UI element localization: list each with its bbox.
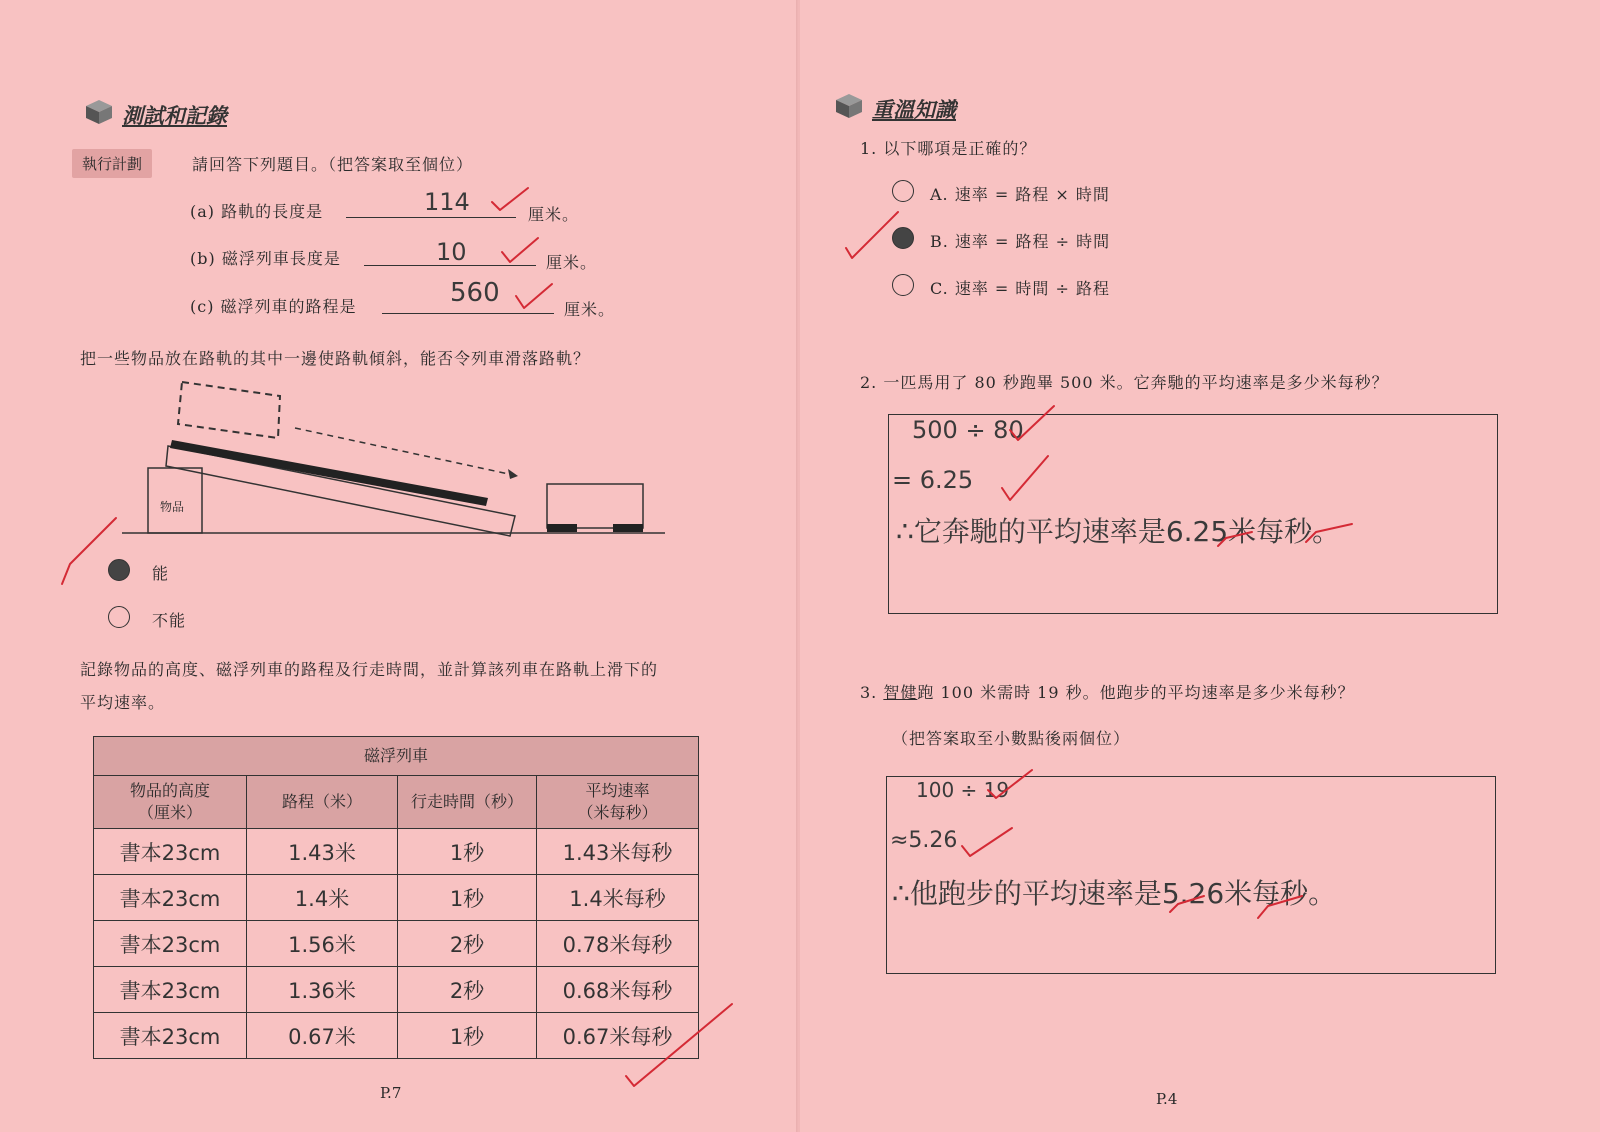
table-caption: 磁浮列車	[94, 737, 699, 776]
instruction-text: 請回答下列題目。（把答案取至個位）	[192, 155, 474, 174]
table-cell: 1.43米每秒	[537, 829, 699, 875]
table-cell: 1.36米	[247, 967, 398, 1013]
table-cell: 1.43米	[247, 829, 398, 875]
page-number-left: P.7	[380, 1084, 402, 1102]
q2-ticks	[1000, 404, 1460, 554]
fill-item-a-unit: 厘米。	[528, 205, 580, 224]
q1-option-b-label: B. 速率 = 路程 ÷ 時間	[930, 232, 1111, 251]
fill-item-c-unit: 厘米。	[564, 300, 616, 319]
fill-item-c-label: (c) 磁浮列車的路程是	[190, 297, 357, 316]
table-cell: 1秒	[398, 829, 537, 875]
table-cell: 1.4米每秒	[537, 875, 699, 921]
option-yes-radio[interactable]	[108, 559, 130, 581]
q1-option-c-label: C. 速率 = 時間 ÷ 路程	[930, 279, 1111, 298]
q1-text: 1. 以下哪項是正確的？	[860, 139, 1037, 158]
diagram-object-label: 物品	[160, 500, 185, 514]
section-title-review: 重溫知識	[872, 98, 956, 122]
q3-work-line-2: ≈5.26	[890, 828, 958, 853]
q3-ticks	[960, 766, 1420, 926]
q1-option-a-radio[interactable]	[892, 180, 914, 202]
page-number-right: P.4	[1156, 1090, 1178, 1108]
right-page	[800, 0, 1600, 1132]
q1-tick	[840, 206, 910, 262]
table-row	[94, 967, 699, 1013]
table-cell: 2秒	[398, 921, 537, 967]
table-cell: 書本23cm	[94, 1013, 247, 1059]
option-yes-label: 能	[152, 564, 170, 583]
table-row	[94, 921, 699, 967]
left-page	[0, 0, 798, 1132]
q1-option-c-radio[interactable]	[892, 274, 914, 296]
fill-item-a-label: (a) 路軌的長度是	[190, 202, 324, 221]
record-table	[93, 736, 699, 1059]
q3-note: （把答案取至小數點後兩個位）	[892, 729, 1131, 748]
q3-name: 智健	[883, 683, 918, 702]
option-no-radio[interactable]	[108, 606, 130, 628]
table-header: 物品的高度 （厘米）	[94, 776, 247, 829]
q3-work-line-1: 100 ÷ 19	[916, 778, 1010, 802]
table-cell: 1.56米	[247, 921, 398, 967]
plan-tag: 執行計劃	[72, 149, 152, 178]
q3-text	[860, 680, 1355, 703]
table-cell: 2秒	[398, 967, 537, 1013]
q3-prefix: 3.	[860, 683, 884, 702]
fill-item-b-unit: 厘米。	[546, 253, 598, 272]
section-cube-icon	[832, 90, 866, 120]
table-cell: 書本23cm	[94, 829, 247, 875]
table-cell: 0.68米每秒	[537, 967, 699, 1013]
record-instruction-line-2: 平均速率。	[80, 693, 166, 712]
fill-items-ticks	[480, 180, 560, 320]
section-title-test: 測試和記錄	[122, 104, 227, 128]
table-row	[94, 1013, 699, 1059]
q2-work-line-1: 500 ÷ 80	[912, 416, 1024, 444]
q3-work-line-3: ∴他跑步的平均速率是5.26米每秒。	[892, 877, 1337, 910]
table-row	[94, 875, 699, 921]
fill-item-c-answer: 560	[450, 278, 500, 308]
q1-option-a-label: A. 速率 = 路程 × 時間	[930, 185, 1110, 204]
table-cell: 0.67米	[247, 1013, 398, 1059]
record-instruction-line-1: 記錄物品的高度、磁浮列車的路程及行走時間，並計算該列車在路軌上滑下的	[80, 660, 659, 679]
table-header: 平均速率 （米每秒）	[537, 776, 699, 829]
table-cell: 書本23cm	[94, 875, 247, 921]
table-tick	[620, 998, 740, 1090]
tilt-question: 把一些物品放在路軌的其中一邊使路軌傾斜，能否令列車滑落路軌？	[80, 349, 591, 368]
table-cell: 1秒	[398, 875, 537, 921]
table-header: 行走時間（秒）	[398, 776, 537, 829]
fill-item-b-answer: 10	[436, 238, 467, 266]
q2-work-line-2: = 6.25	[892, 466, 974, 494]
table-cell: 書本23cm	[94, 921, 247, 967]
table-cell: 書本23cm	[94, 967, 247, 1013]
table-cell: 1秒	[398, 1013, 537, 1059]
table-row	[94, 829, 699, 875]
table-cell: 0.78米每秒	[537, 921, 699, 967]
table-cell: 0.67米每秒	[537, 1013, 699, 1059]
q3-suffix: 跑 100 米需時 19 秒。他跑步的平均速率是多少米每秒？	[917, 683, 1355, 702]
ramp-diagram	[110, 378, 680, 538]
option-no-label: 不能	[152, 611, 187, 630]
section-cube-icon	[82, 96, 116, 126]
table-header: 路程（米）	[247, 776, 398, 829]
q2-text: 2. 一匹馬用了 80 秒跑畢 500 米。它奔馳的平均速率是多少米每秒？	[860, 373, 1389, 392]
fill-item-b-label: (b) 磁浮列車長度是	[190, 249, 341, 268]
fill-item-a-answer: 114	[424, 188, 470, 216]
q2-work-line-3: ∴它奔馳的平均速率是6.25米每秒。	[896, 515, 1341, 548]
table-cell: 1.4米	[247, 875, 398, 921]
